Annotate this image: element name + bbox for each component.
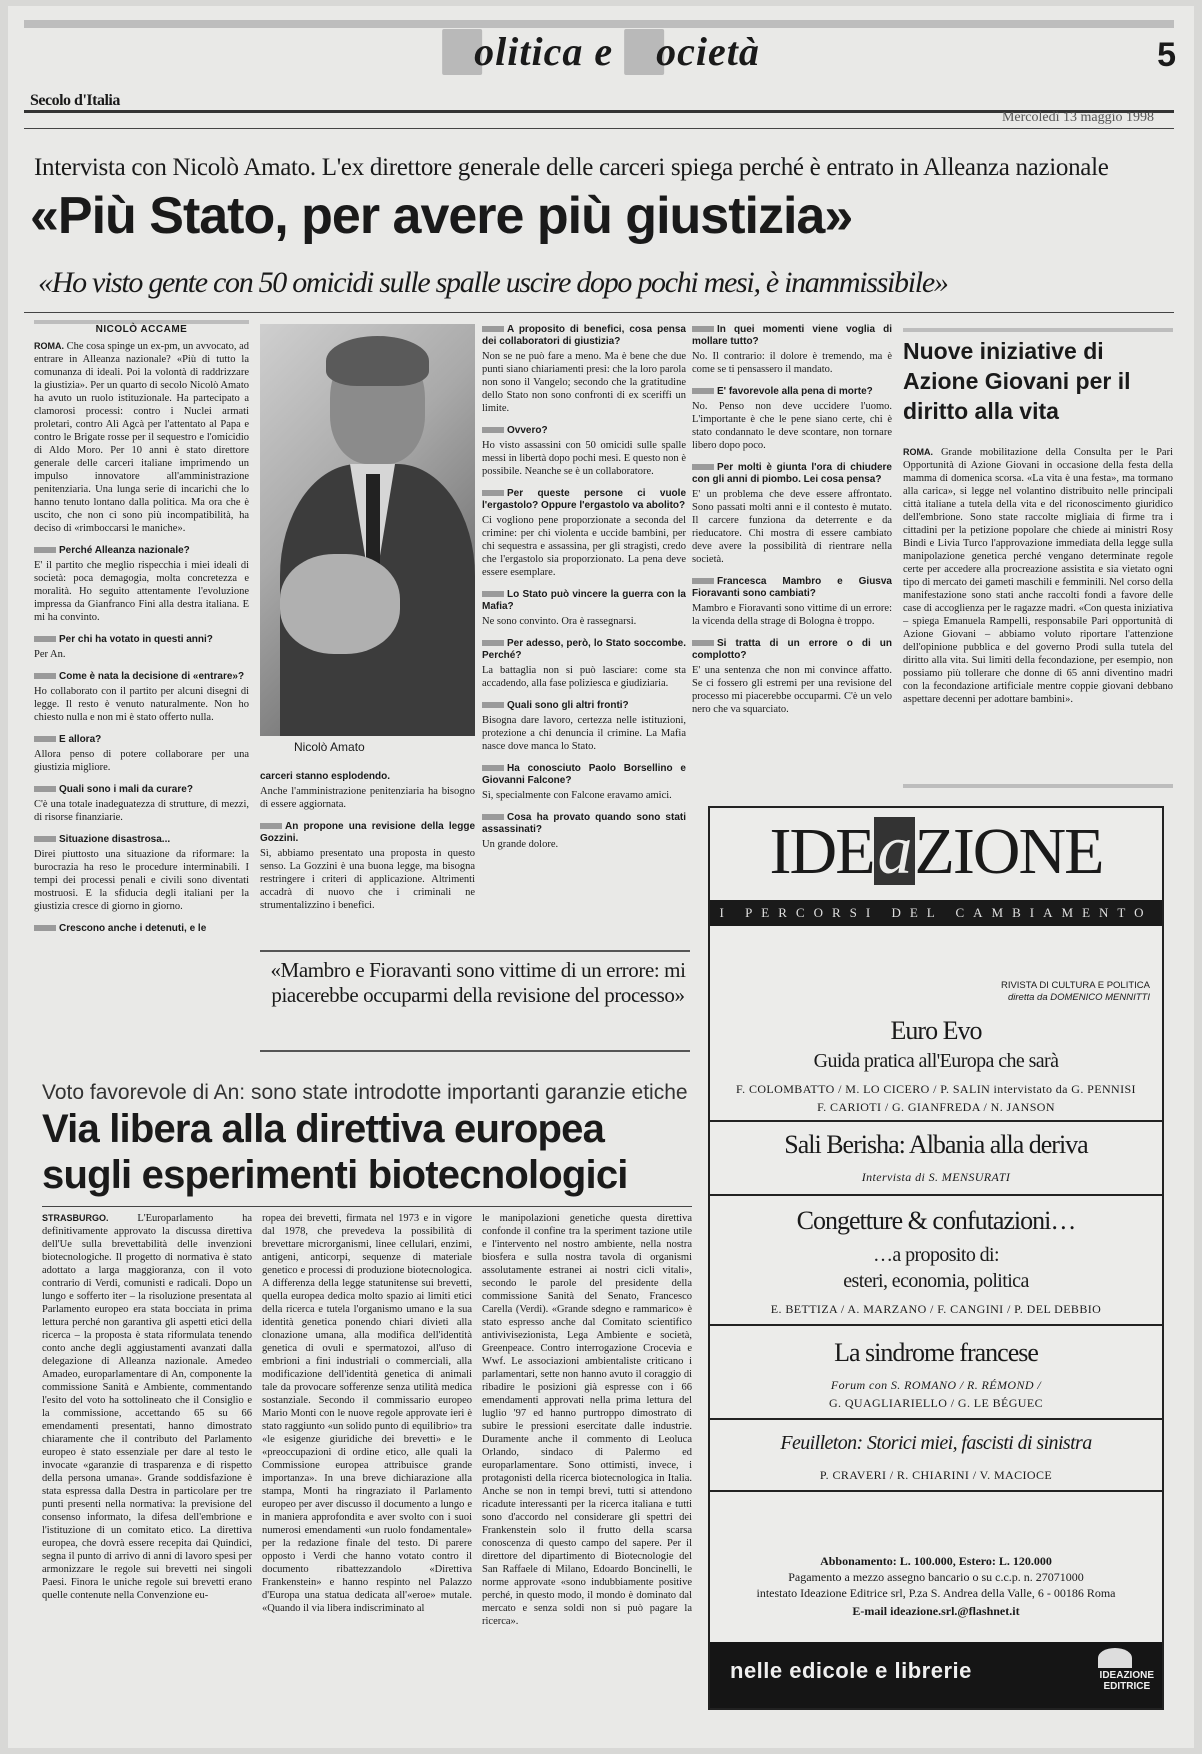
sidebar-title: Nuove iniziative di Azione Giovani per il diritto alla vita: [903, 338, 1131, 424]
ideazione-logo: IDEaZIONE: [769, 812, 1103, 889]
article2-headline: Via libera alla direttiva europea sugli esperimenti biotecnologici: [42, 1107, 628, 1197]
article2-column-2: ropea dei brevetti, firmata nel 1973 e in vigore dal 1978, che prevedeva la possibilità di brevettare microrganismi, linee cellulari, enzimi, antigeni, anticorpi, sequenze di materiale genetico e processi di produzione biotecnologica. A differenza della legge statunitense sui brevetti, quella europea dedica molto spazio ai limiti etici della ricerca e tutela l'organismo umano e la sua identità genetica ponendo chiari divieti alla clonazione umana, alla modifica dell'identità genetica di ovuli e spermatozoi, all'uso di embrioni a fini industriali o commerciali, alla modificazione dell'identità genetica di animali tale da provocare sofferenze senza utilità medica sostanziale. Secondo il commissario europeo Mario Monti con le nuove regole approvate ieri è stato raggiunto «un solido punto di equilibrio» tra «le esigenze giuridiche dei brevetti» e le «preoccupazioni di ordine etico, alle quali la Commissione europea attribuisce grande importanza». In una breve dichiarazione alla stampa, Monti ha ringraziato il Parlamento europeo per aver discusso il documento a lungo e in maniera approfondita e aver svolto con i suoi numerosi emendamenti «un ruolo fondamentale» per la redazione finale del testo. Di parere opposto i Verdi che hanno votato contro il documento ribattezzandolo «Direttiva Frankenstein» e hanno respinto nel Palazzo d'Europa una statua dedicata all'«eroe» mutale. «Quando il via libera indiscriminato al: [262, 1213, 472, 1614]
ad-item-4-title: La sindrome francese: [834, 1338, 1038, 1367]
ad-item-4-authors: Forum con S. ROMANO / R. RÉMOND /: [830, 1378, 1042, 1392]
fountain-logo-icon: [1098, 1648, 1132, 1668]
ad-subscription: Abbonamento: L. 100.000, Estero: L. 120.000: [820, 1554, 1052, 1568]
photo-caption: Nicolò Amato: [294, 740, 365, 754]
ad-address: intestato Ideazione Editrice srl, P.za S. Andrea della Valle, 6 - 00186 Roma: [756, 1586, 1116, 1600]
article-kicker: Intervista con Nicolò Amato. L'ex direttore generale delle carceri spiega perché è entrato in Alleanza nazionale: [34, 154, 1109, 181]
ad-item-3-title: Congetture & confutazioni…: [796, 1206, 1076, 1235]
ad-item-1-subtitle: Guida pratica all'Europa che sarà: [813, 1050, 1059, 1072]
sidebar-body: ROMA. Grande mobilitazione della Consulta per le Pari Opportunità di Azione Giovani in occasione della festa della mamma di domenica scorsa. «La vita è una festa», ma tormano alla carica», si legge nel volantino distribuito nelle principali città italiane a tutela della vita e del riconoscimento giuridico dell'embrione. Sono state raccolte migliaia di firme tra i cittadini per la petizione popolare che chiede ai ministri Rosy Bindi e Livia Turco l'approvazione immediata della legge sulla manipolazione genetica perché vengano determinate regole certe per accedere alla procreazione assistita e sia vietato ogni tipo di mercato dei gameti maschili e femminili. Nel corso della manifestazione sono stati anche raccolti fondi a favore delle case di accoglienza per le ragazze madri. «Con questa iniziativa – spiega Emanuela Rampelli, responsabile Pari opportunità di Azione Giovani – abbiamo voluto riportare l'attenzione dell'opinione pubblica e del governo Prodi sulla tutela del diritto alla vita. Sui limiti della fecondazione, per esempio, non possiamo più tollerare che donne di 65 anni diventino madri con la fecondazione artificiale mentre coppie giovani debbano aspettare decenni per adottare bambini».: [903, 447, 1173, 705]
ad-item-1-title: Euro Evo: [890, 1016, 982, 1045]
ad-item-5-title: Feuilleton: Storici miei, fascisti di sinistra: [780, 1432, 1092, 1454]
ad-item-3-subtitle: …a proposito di:: [873, 1244, 999, 1266]
newspaper-page: [8, 6, 1194, 1748]
ad-item-2-title: Sali Berisha: Albania alla deriva: [784, 1130, 1088, 1159]
portrait-photo: [260, 324, 475, 736]
article-column-3: A proposito di benefici, cosa pensa dei collaboratori di giustizia? Non se ne può fare a meno. Ma è bene che due punti siano chiariamenti presi: che la loro parola non sono il Vangelo; secondo che la gratitudine dello Stato non sono confronti di ex sceriffi un limite. Ovvero? Ho visto assassini con 50 omicidi sulle spalle messi in libertà dopo pochi mesi. E questo non è possibile. Neanche se è un collaboratore. Per queste persone ci vuole l'ergastolo? Oppure l'ergastolo va abolito? Ci vogliono pene proporzionate a seconda del crimine: per chi violenta e uccide bambini, per chi sequestra e assassina, per gli stragisti, credo che l'ergastolo sia proporzionato. La pena deve essere esemplare. Lo Stato può vincere la guerra con la Mafia? Ne sono convinto. Ora è rassegnarsi. Per adesso, però, lo Stato soccombe. Perché? La battaglia non si può lasciare: come sta accadendo, alla fase poliziesca e giudiziaria. Quali sono gli altri fronti? Bisogna dare lavoro, certezza nelle istituzioni, protezione a chi denuncia il crimine. La Mafia nasce dove manca lo Stato. Ha conosciuto Paolo Borsellino e Giovanni Falcone? Sì, specialmente con Falcone eravamo amici. Cosa ha provato quando sono stati assassinati? Un grande dolore.: [482, 324, 686, 850]
article-subhead: «Ho visto gente con 50 omicidi sulle spalle uscire dopo pochi mesi, è inammissibile»: [38, 266, 948, 299]
page-number: 5: [1157, 36, 1176, 74]
ad-payment: Pagamento a mezzo assegno bancario o su c.c.p. n. 27071000: [788, 1570, 1084, 1584]
article2-kicker: Voto favorevole di An: sono state introdotte importanti garanzie etiche: [42, 1081, 688, 1104]
article-column-4: In quei momenti viene voglia di mollare tutto? No. Il contrario: il dolore è tremendo, ma è come se ti pensassero il mandato. E' favorevole alla pena di morte? No. Penso non deve uccidere l'uomo. L'importante è che le pene siano certe, chi è stato condannato le deve scontare, non tornare libero dopo poco. Per molti è giunta l'ora di chiudere con gli anni di piombo. Lei cosa pensa? E' un problema che deve essere affrontato. Sono passati molti anni e il contesto è mutato. Il carcere funziona da deterrente e da rieducatore. Chi mostra di essere cambiato deve avere la possibilità di rientrare nella società. Francesca Mambro e Giusva Fioravanti sono cambiati? Mambro e Fioravanti sono vittime di un errore: la vicenda della strage di Bologna è troppo. Si tratta di un errore o di un complotto? E' una sentenza che non mi convince affatto. Se ci fossero gli estremi per una revisione del processo mi piacerebbe occuparmi. C'è un velo nero che va squarciato.: [692, 324, 892, 715]
ad-item-4-authors-2: G. QUAGLIARIELLO / G. LE BÉGUEC: [828, 1396, 1044, 1410]
top-band: [24, 20, 1174, 28]
article-column-2: carceri stanno esplodendo. Anche l'amministrazione penitenziaria ha bisogno di essere aggiornata. An propone una revisione della legge Gozzini. Sì, abbiamo presentato una proposta in questo senso. La Gozzini è una buona legge, ma bisogna restringere i criteri di applicazione. Altrimenti accadrà di nuovo che i criminali ne strumentalizzino i benefici.: [260, 771, 475, 911]
section-title: olitica e ocietà: [442, 28, 760, 75]
ad-item-5-authors: P. CRAVERI / R. CHIARINI / V. MACIOCE: [819, 1468, 1053, 1482]
ad-footer: [710, 1642, 1162, 1708]
article-headline: «Più Stato, per avere più giustizia»: [30, 187, 853, 245]
pull-quote: «Mambro e Fioravanti sono vittime di un errore: mi piacerebbe occuparmi della revisione del processo»: [270, 958, 686, 1007]
ad-email: E-mail ideazione.srl.@flashnet.it: [852, 1604, 1020, 1618]
ad-masthead: RIVISTA DI CULTURA E POLITICA diretta da DOMENICO MENNITTI: [1000, 980, 1150, 1003]
issue-date: Mercoledì 13 maggio 1998: [1001, 110, 1154, 125]
ad-item-3-subtitle-2: esteri, economia, politica: [843, 1270, 1029, 1292]
byline: NICOLÒ ACCAME: [95, 324, 188, 335]
ad-item-3-authors: E. BETTIZA / A. MARZANO / F. CANGINI / P. DEL DEBBIO: [770, 1302, 1102, 1316]
ideazione-ad: [708, 806, 1164, 1710]
newspaper-name: Secolo d'Italia: [30, 92, 120, 109]
article-column-1: ROMA. Che cosa spinge un ex-pm, un avvocato, ad entrare in Alleanza nazionale? «Più di tutto la comunanza di ideali. Poi la volontà di raddrizzare la giustizia». Per un quarto di secolo Nicolò Amato ha avuto un ruolo istituzionale. Ha partecipato a clamorosi processi: contro i Nuclei armati proletari, contro Alì Agcà per l'attentato al Papa e contro le Brigate rosse per il sequestro e l'omicidio di Aldo Moro. Per 10 anni è stato direttore generale delle carceri italiane imprimendo un impulso innovatore all'amministrazione penitenziaria. Una lunga serie di incarichi che lo hanno tenuto lontano dalla politica. Ma ora che è uscito, che non ci sono più incompatibilità, ha deciso di «rimboccarsi le maniche». Perché Alleanza nazionale? E' il partito che meglio rispecchia i miei ideali di società: poca demagogia, molta concretezza e moralità. Ho seguito attentamente l'evoluzione impressa da Gianfranco Fini alla destra italiana. E mi ha convinto. Per chi ha votato in questi anni? Per An. Come è nata la decisione di «entrare»? Ho collaborato con il partito per alcuni disegni di legge. Il resto è venuto naturalmente. Non ho chiesto nulla e non mi è stato offerto nulla. E allora? Allora penso di potere collaborare per una giustizia migliore. Quali sono i mali da curare? C'è una totale inadeguatezza di strutture, di mezzi, di risorse finanziarie. Situazione disastrosa... Direi piuttosto una situazione da riformare: la burocrazia ha reso le procedure interminabili. I tempi dei processi penali e civili sono diventati mostruosi. E la sfiducia degli italiani per la giustizia cresce di giorno in giorno. Crescono anche i detenuti, e le: [34, 341, 249, 934]
article2-column-3: le manipolazioni genetiche questa direttiva confonde il confine tra la speriment tazione utile e l'intervento nel nostro ambiente, nella nostra biosfera e sulla nostra tavola di organismi assolutamente estranei ai nostri cicli vitali», secondo le parole del presidente della commissione Sanità del Senato, Francesco Carella (Verdi). «Grande sdegno e rammarico» è stato espresso anche dal Comitato scientifico antivivisezionista, Lega Ambiente e società, Greenpeace. Contro interrogazione Crocevia e Wwf. Le associazioni ambientaliste criticano i parlamentari, sette non hanno avuto il coraggio di ribadire le posizioni già espresse con i 66 emendamenti approvati nella prima lettura del luglio '97 ed hanno purtroppo dimostrato di subire le pressioni esercitate dalle industrie. Duramente anche il commento di Leoluca Orlando, sindaco di Palermo ed europarlamentare. Sono ottimisti, invece, i protagonisti della ricerca biotecnologica in Italia. Anche se non in tempi brevi, tutti si attendono ricadute interessanti per la ricerca italiana e tutti sono d'accordo nel considerare gli spettri dei Frankenstein solo il frutto della scarsa conoscenza di questo campo del sapere. Per il direttore del dipartimento di Biotecnologie del San Raffaele di Milano, Edoardo Boncinelli, le norme approvate «sono indubbiamente positive perché, in questo modo, il mondo è dominato dal mercato e senza soldi non si può pagare la ricerca».: [482, 1213, 692, 1627]
ad-availability: nelle edicole e librerie: [730, 1658, 972, 1683]
ad-publisher: IDEAZIONE EDITRICE: [1099, 1670, 1154, 1692]
ad-item-1-authors: F. COLOMBATTO / M. LO CICERO / P. SALIN intervistato da G. PENNISI: [736, 1082, 1136, 1096]
ad-item-2-authors: Intervista di S. MENSURATI: [861, 1170, 1011, 1184]
ad-tagline: I PERCORSI DEL CAMBIAMENTO: [710, 900, 1162, 926]
article2-column-1: STRASBURGO. L'Europarlamento ha definitivamente approvato la discussa direttiva dell'Ue sulla brevettabilità delle invenzioni biotecnologiche. Il progetto di normativa è stato adottato a larga maggioranza, con il voto contrario di Verdi, comunisti e radicali. Dopo un lungo e sofferto iter – la risoluzione presentata al Parlamento europeo era stata bocciata in prima lettura perché non garantiva gli aspetti etici della ricerca – la proposta è stata riformulata tenendo conto anche degli aggiustamenti avanzati dalla delegazione di Alleanza nazionale. Amedeo Amadeo, europarlamentare di An, componente la commissione Sanità e Ambiente, commentando l'esito del voto ha sottolineato che il Consiglio e la commissione, accettando 65 su 66 emendamenti presentati, hanno dimostrato chiaramente che il contributo del Parlamento europeo è stato essenziale per dare al testo le invocate «garanzie di trasparenza e di rispetto della persona umana». Grande soddisfazione è stata espressa dalla Destra in particolare per tre punti presenti nella normativa: la previsione del consenso informato, la difesa dell'embrione e l'istituzione di un comitato etico. La direttiva europea, che dovrà essere recepita dai Quindici, segna il punto di arrivo di anni di lavoro spesi per armonizzare le regole sui brevetti nei singoli Paesi. Finora le uniche regole sui brevetti erano quelle contenute nella Convenzione eu-: [42, 1213, 252, 1601]
ad-item-1-authors-2: F. CARIOTI / G. GIANFREDA / N. JANSON: [817, 1100, 1055, 1114]
